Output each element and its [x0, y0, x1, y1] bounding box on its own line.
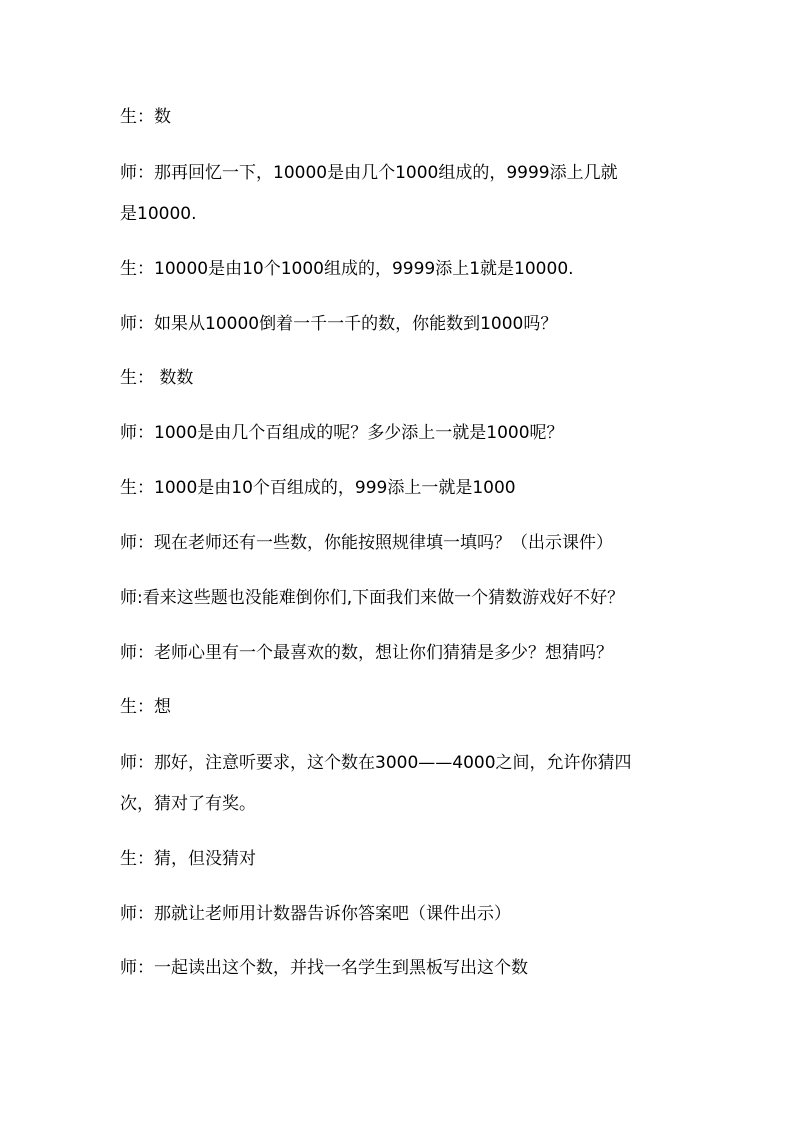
- dialogue-line-7: 生：1000是由10个百组成的，999添上一就是1000: [120, 478, 516, 498]
- dialogue-line-12: 师：那好，注意听要求，这个数在3000——4000之间，允许你猜四: [120, 753, 632, 773]
- dialogue-line-14: 师：那就让老师用计数器告诉你答案吧（课件出示）: [120, 904, 511, 924]
- dialogue-line-13: 生：猜，但没猜对: [120, 849, 256, 869]
- dialogue-line-8: 师：现在老师还有一些数，你能按照规律填一填吗？（出示课件）: [120, 533, 613, 553]
- dialogue-line-10: 师：老师心里有一个最喜欢的数，想让你们猜猜是多少？想猜吗？: [120, 643, 613, 663]
- dialogue-line-12-continued: 次，猜对了有奖。: [120, 794, 256, 814]
- dialogue-line-3: 生：10000是由10个1000组成的，9999添上1就是10000.: [120, 259, 574, 279]
- dialogue-line-9: 师:看来这些题也没能难倒你们,下面我们来做一个猜数游戏好不好？: [120, 588, 625, 608]
- dialogue-line-11: 生：想: [120, 697, 171, 717]
- dialogue-line-15: 师：一起读出这个数，并找一名学生到黑板写出这个数: [120, 958, 528, 978]
- dialogue-line-5: 生： 数数: [120, 368, 194, 388]
- dialogue-line-6: 师：1000是由几个百组成的呢？多少添上一就是1000呢？: [120, 423, 564, 443]
- dialogue-line-2-continued: 是10000.: [120, 204, 197, 224]
- dialogue-line-4: 师：如果从10000倒着一千一千的数，你能数到1000吗？: [120, 314, 558, 334]
- dialogue-line-1: 生：数: [120, 107, 171, 127]
- dialogue-line-2: 师：那再回忆一下，10000是由几个1000组成的，9999添上几就: [120, 163, 618, 183]
